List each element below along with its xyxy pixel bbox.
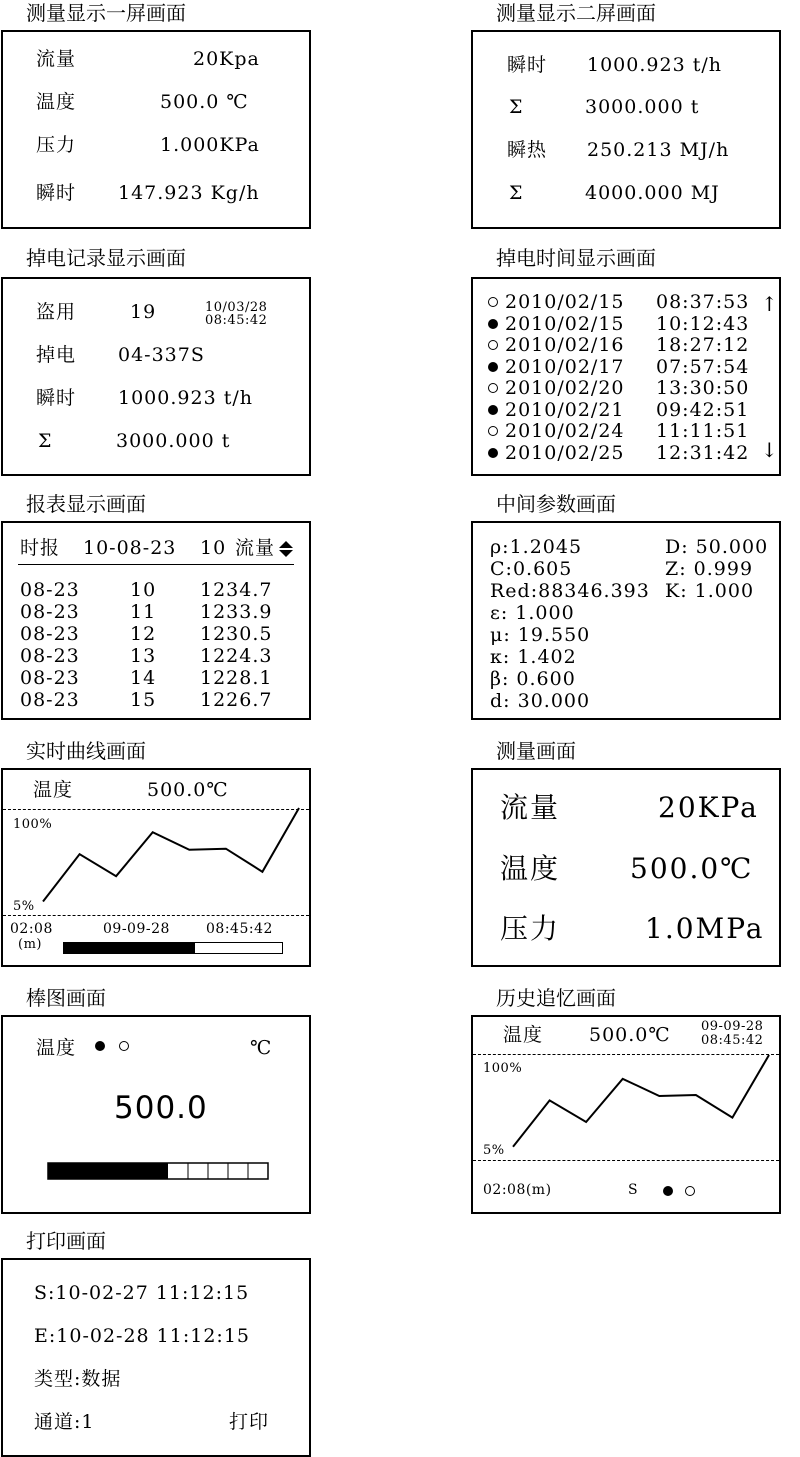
report-cell-date: 08-23 [20, 645, 80, 667]
title-screen11: 打印画面 [26, 1229, 106, 1253]
title-screen8: 测量画面 [496, 739, 576, 763]
report-cell-date: 08-23 [20, 623, 80, 645]
empty-record-icon [488, 297, 498, 307]
measure-label-2: 压力 [500, 912, 561, 945]
title-screen5: 报表显示画面 [26, 492, 146, 516]
report-cell-date: 08-23 [20, 689, 80, 711]
screen2-value-2: 250.213 MJ/h [587, 139, 730, 161]
screen11-panel [1, 1258, 311, 1457]
screen2-panel [471, 30, 781, 229]
curve-param-value: 500.0℃ [147, 779, 229, 801]
screen1-value-0: 20Kpa [193, 48, 260, 70]
param-left: ρ:1.2045 [490, 536, 583, 558]
title-screen9: 棒图画面 [26, 986, 106, 1010]
history-param-label: 温度 [503, 1024, 544, 1046]
curve-y-bottom: 5% [13, 899, 35, 914]
print-start-time: S:10-02-27 11:12:15 [34, 1282, 250, 1304]
screen1-label-1: 温度 [36, 91, 77, 113]
screen5-panel [1, 521, 311, 720]
empty-record-icon [488, 340, 498, 350]
print-end-time: E:10-02-28 11:12:15 [34, 1325, 251, 1347]
report-header-param[interactable]: 流量 [235, 537, 276, 559]
screen3-time: 08:45:42 [205, 313, 268, 328]
powerfail-date: 2010/02/15 [505, 312, 625, 335]
filled-record-icon [488, 362, 498, 372]
screen3-panel [1, 277, 311, 476]
powerfail-time: 09:42:51 [656, 398, 750, 421]
history-date: 09-09-28 [701, 1019, 764, 1034]
powerfail-time: 13:30:50 [656, 377, 750, 399]
report-cell-hour: 11 [130, 601, 157, 623]
curve-time: 02:08 [10, 921, 53, 937]
report-header-label: 时报 [20, 537, 61, 559]
curve-param-label: 温度 [33, 779, 74, 801]
screen3-value-1: 04-337S [118, 344, 205, 366]
powerfail-date: 2010/02/16 [505, 334, 625, 356]
report-cell-hour: 10 [130, 579, 157, 601]
screen6-panel [471, 521, 781, 720]
title-screen6: 中间参数画面 [496, 492, 616, 516]
report-cell-date: 08-23 [20, 579, 80, 601]
powerfail-date: 2010/02/20 [505, 377, 625, 399]
scroll-up-arrow-icon[interactable]: ↑ [761, 292, 779, 316]
title-screen3: 掉电记录显示画面 [26, 246, 186, 270]
screen3-label-0: 盗用 [36, 301, 77, 323]
history-y-top: 100% [483, 1061, 523, 1076]
print-channel: 通道:1 [34, 1411, 95, 1433]
screen2-value-1: 3000.000 t [585, 96, 700, 118]
param-left: d: 30.000 [490, 690, 591, 712]
history-clock: 08:45:42 [701, 1033, 764, 1048]
powerfail-time: 07:57:54 [656, 355, 750, 378]
curve-clock: 08:45:42 [206, 921, 273, 937]
measure-value-0: 20KPa [658, 791, 759, 824]
screen8-panel [471, 768, 781, 967]
print-type: 类型:数据 [34, 1368, 122, 1390]
print-button[interactable]: 打印 [229, 1411, 270, 1433]
report-cell-value: 1233.9 [200, 601, 273, 623]
param-left: Red:88346.393 [490, 580, 650, 602]
powerfail-date: 2010/02/24 [505, 420, 625, 442]
param-left: κ: 1.402 [490, 646, 577, 668]
param-left: ε: 1.000 [490, 602, 575, 624]
history-filled-indicator-icon [663, 1186, 673, 1196]
empty-record-icon [488, 383, 498, 393]
title-screen1: 测量显示一屏画面 [26, 1, 186, 25]
curve-bottom-dashed-line [3, 915, 309, 916]
screen1-label-2: 压力 [36, 134, 77, 156]
report-header-hour: 10 [200, 537, 227, 559]
curve-line [43, 808, 299, 902]
screen3-label-2: 瞬时 [36, 387, 77, 409]
bargraph-unit: ℃ [250, 1037, 273, 1059]
bargraph-bar [47, 1162, 269, 1180]
screen7-panel [1, 768, 311, 967]
powerfail-time: 11:11:51 [656, 420, 750, 442]
screen3-value-0: 19 [130, 301, 157, 323]
measure-label-0: 流量 [500, 791, 561, 824]
screen10-panel [471, 1015, 781, 1214]
screen3-label-1: 掉电 [36, 344, 77, 366]
report-cell-value: 1234.7 [200, 579, 273, 601]
sort-updown-icon[interactable] [279, 541, 293, 557]
param-right: D: 50.000 [665, 536, 769, 558]
powerfail-date: 2010/02/17 [505, 355, 625, 378]
screen2-label-1: Σ [509, 96, 524, 118]
history-time: 02:08(m) [483, 1182, 552, 1198]
filled-indicator-icon [95, 1041, 105, 1051]
screen2-label-3: Σ [509, 182, 524, 204]
scroll-progress-fill [64, 943, 195, 953]
filled-record-icon [488, 319, 498, 329]
powerfail-time: 18:27:12 [656, 334, 750, 356]
curve-time-unit: (m) [18, 937, 42, 952]
screen1-value-1: 500.0 ℃ [160, 91, 249, 113]
powerfail-time: 10:12:43 [656, 312, 750, 335]
report-cell-date: 08-23 [20, 601, 80, 623]
title-screen4: 掉电时间显示画面 [496, 246, 656, 270]
report-cell-hour: 15 [130, 689, 157, 711]
filled-record-icon [488, 405, 498, 415]
powerfail-time: 08:37:53 [656, 291, 750, 313]
screen2-label-2: 瞬热 [507, 139, 548, 161]
title-screen10: 历史追忆画面 [496, 986, 616, 1010]
history-y-bottom: 5% [483, 1143, 505, 1158]
bargraph-param-label: 温度 [36, 1037, 77, 1059]
empty-indicator-icon [119, 1041, 129, 1051]
history-param-value: 500.0℃ [589, 1024, 671, 1046]
measure-value-1: 500.0℃ [630, 852, 754, 885]
history-s-label: S [628, 1182, 639, 1198]
history-bottom-dashed-line [473, 1160, 779, 1161]
screen4-panel [471, 277, 781, 476]
curve-y-top: 100% [13, 817, 53, 832]
screen3-value-2: 1000.923 t/h [118, 387, 253, 409]
scroll-progress-bar[interactable] [63, 942, 283, 954]
scroll-down-arrow-icon[interactable]: ↓ [761, 438, 779, 462]
report-cell-value: 1226.7 [200, 689, 273, 711]
param-right: Z: 0.999 [665, 558, 754, 580]
measure-value-2: 1.0MPa [645, 912, 765, 945]
param-left: C:0.605 [490, 558, 573, 580]
screen2-value-3: 4000.000 MJ [585, 182, 720, 204]
filled-record-icon [488, 448, 498, 458]
screen1-label-0: 流量 [36, 48, 77, 70]
screen1-value-3: 147.923 Kg/h [118, 182, 260, 204]
screen9-panel [1, 1015, 311, 1214]
screen3-date: 10/03/28 [205, 300, 268, 315]
title-screen2: 测量显示二屏画面 [496, 1, 656, 25]
title-screen7: 实时曲线画面 [26, 739, 146, 763]
screen3-label-3: Σ [38, 430, 53, 452]
screen1-panel [1, 30, 311, 229]
screen1-value-2: 1.000KPa [160, 134, 260, 156]
screen3-value-3: 3000.000 t [116, 430, 231, 452]
report-cell-hour: 13 [130, 645, 157, 667]
report-cell-hour: 12 [130, 623, 157, 645]
param-left: β: 0.600 [490, 668, 576, 690]
screen1-label-3: 瞬时 [36, 182, 77, 204]
report-header-divider [18, 564, 294, 565]
powerfail-time: 12:31:42 [656, 441, 750, 464]
bargraph-fill [48, 1163, 168, 1179]
curve-date: 09-09-28 [103, 921, 170, 937]
param-left: μ: 19.550 [490, 624, 591, 646]
report-cell-value: 1228.1 [200, 667, 273, 689]
screen2-label-0: 瞬时 [507, 54, 548, 76]
report-header-date: 10-08-23 [83, 537, 177, 559]
report-cell-hour: 14 [130, 667, 157, 689]
report-cell-value: 1224.3 [200, 645, 273, 667]
empty-record-icon [488, 426, 498, 436]
powerfail-date: 2010/02/21 [505, 398, 625, 421]
bargraph-value: 500.0 [114, 1090, 208, 1126]
curve-line [513, 1055, 769, 1147]
measure-label-1: 温度 [500, 852, 561, 885]
history-empty-indicator-icon [685, 1186, 695, 1196]
powerfail-date: 2010/02/25 [505, 441, 625, 464]
report-cell-value: 1230.5 [200, 623, 273, 645]
screen2-value-0: 1000.923 t/h [587, 54, 722, 76]
powerfail-date: 2010/02/15 [505, 291, 625, 313]
param-right: K: 1.000 [665, 580, 755, 602]
report-cell-date: 08-23 [20, 667, 80, 689]
